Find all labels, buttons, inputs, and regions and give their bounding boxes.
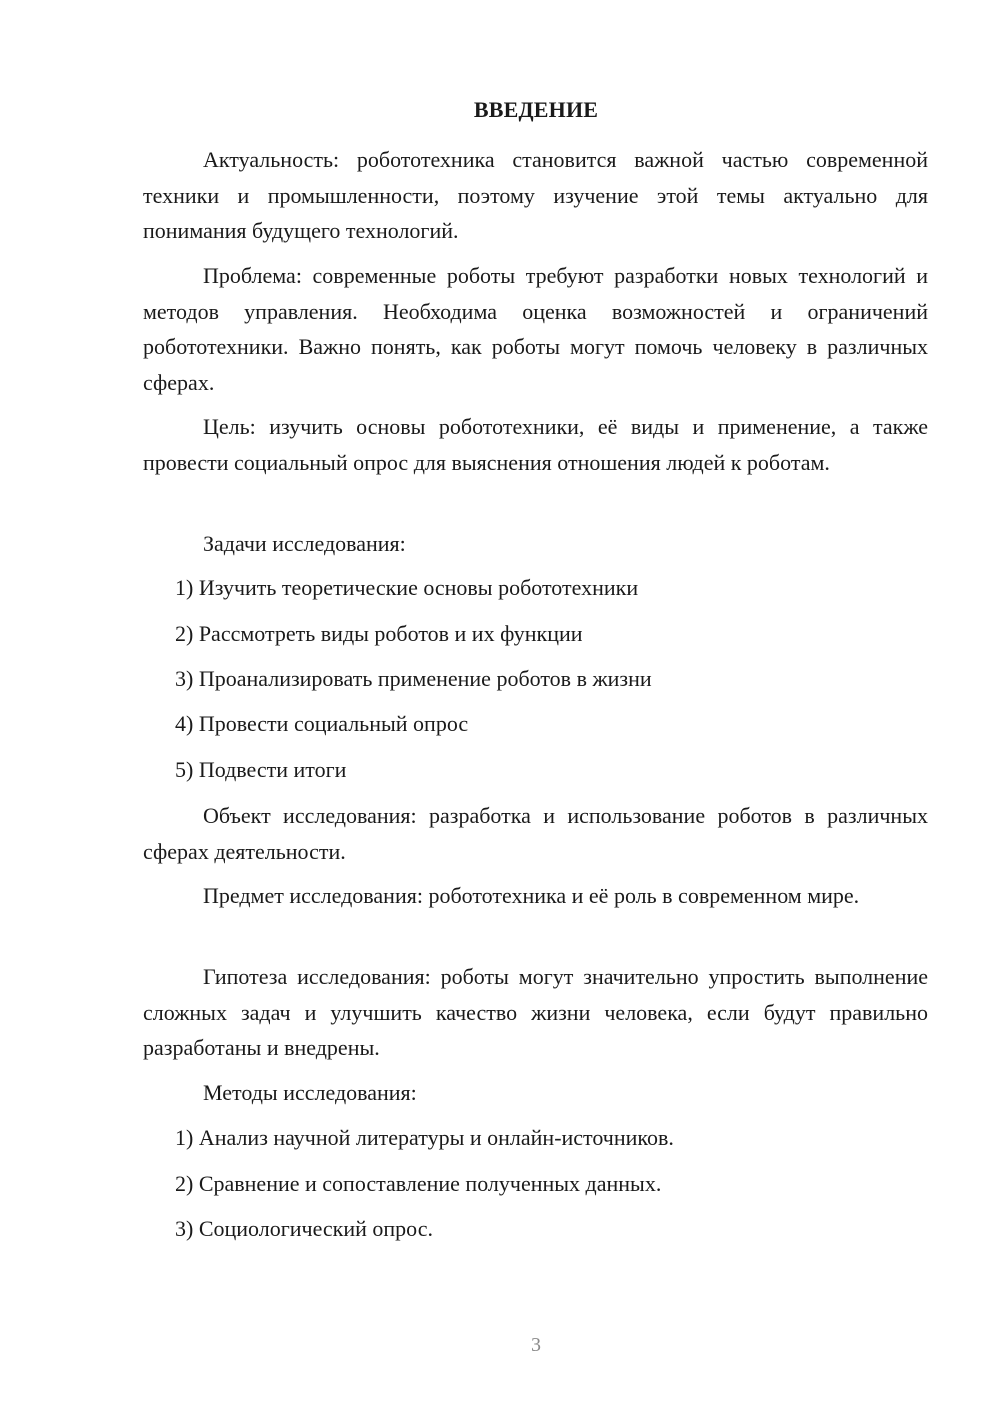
task-item: 2) Рассмотреть виды роботов и их функции xyxy=(175,621,583,646)
tasks-heading: Задачи исследования: xyxy=(203,531,406,556)
task-item: 4) Провести социальный опрос xyxy=(175,711,469,736)
paragraph-hypothesis: Гипотеза исследования: роботы могут значительно упростить выполнение сложных задач и улучшить качество жизни человека, если будут правильно разработаны и внедрены. xyxy=(143,964,928,1060)
method-item: 1) Анализ научной литературы и онлайн-источников. xyxy=(175,1125,674,1150)
task-item: 3) Проанализировать применение роботов в жизни xyxy=(175,666,652,691)
paragraph-problem: Проблема: современные роботы требуют разработки новых технологий и методов управления. Необходима оценка возможностей и ограничений робототехники. Важно понять, как роботы могут помочь человеку в различных сферах. xyxy=(143,263,928,395)
paragraph-goal: Цель: изучить основы робототехники, её виды и применение, а также провести социальный опрос для выяснения отношения людей к роботам. xyxy=(143,414,928,475)
method-item: 2) Сравнение и сопоставление полученных данных. xyxy=(175,1171,662,1196)
paragraph-relevance: Актуальность: робототехника становится важной частью современной техники и промышленности, поэтому изучение этой темы актуально для понимания будущего технологий. xyxy=(143,147,928,243)
paragraph-subject: Предмет исследования: робототехника и её роль в современном мире. xyxy=(203,883,860,908)
paragraph-object: Объект исследования: разработка и использование роботов в различных сферах деятельности. xyxy=(143,803,928,864)
task-item: 1) Изучить теоретические основы робототехники xyxy=(175,575,639,600)
page-number: 3 xyxy=(531,1334,541,1356)
methods-heading: Методы исследования: xyxy=(203,1080,417,1105)
method-item: 3) Социологический опрос. xyxy=(175,1216,433,1241)
page-title: ВВЕДЕНИЕ xyxy=(473,97,599,122)
task-item: 5) Подвести итоги xyxy=(175,757,347,782)
